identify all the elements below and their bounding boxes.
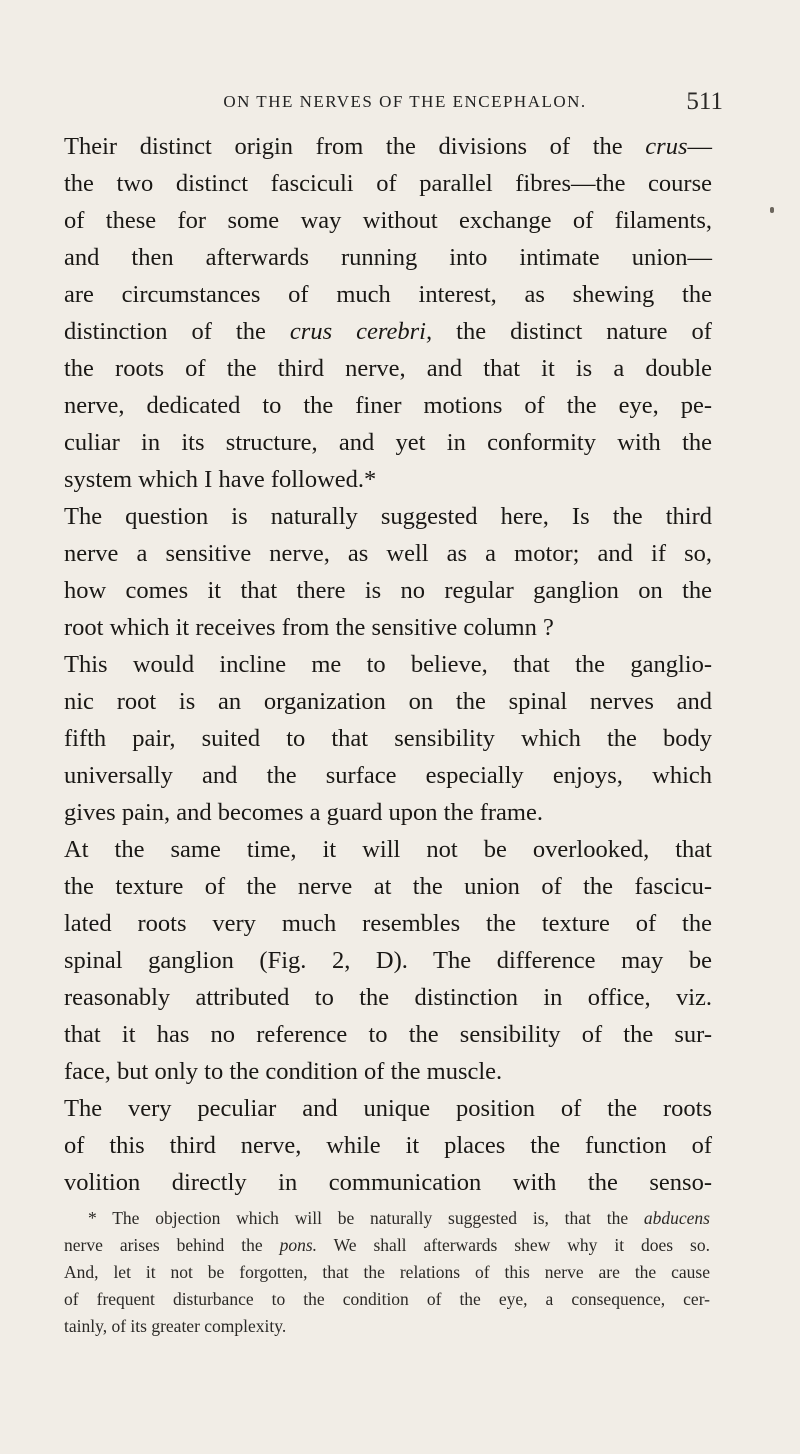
- text-line: Their distinct origin from the divisions of the crus—: [64, 133, 712, 160]
- body-text: [64, 128, 712, 1201]
- text-line: of these for some way without exchange of filaments,: [64, 207, 712, 234]
- text-line: The question is naturally suggested here, Is the third: [64, 503, 712, 530]
- text-line: lated roots very much resembles the texture of the: [64, 910, 712, 937]
- footnote-line: of frequent disturbance to the condition of the eye, a consequence, cer-: [64, 1289, 710, 1309]
- text-line: are circumstances of much interest, as shewing the: [64, 281, 712, 308]
- text-line: nerve, dedicated to the finer motions of the eye, pe-: [64, 392, 712, 419]
- text-line: distinction of the crus cerebri, the distinct nature of: [64, 318, 712, 345]
- text-line: the roots of the third nerve, and that it is a double: [64, 355, 712, 382]
- footnote-line: nerve arises behind the pons. We shall afterwards shew why it does so.: [64, 1235, 710, 1255]
- footnote-line: * The objection which will be naturally suggested is, that the abducens: [88, 1208, 710, 1228]
- text-line: system which I have followed.*: [64, 466, 377, 493]
- text-line: At the same time, it will not be overlooked, that: [64, 836, 712, 863]
- text-line: that it has no reference to the sensibility of the sur-: [64, 1021, 712, 1048]
- text-line: reasonably attributed to the distinction in office, viz.: [64, 984, 712, 1011]
- text-line: spinal ganglion (Fig. 2, D). The difference may be: [64, 947, 712, 974]
- text-line: the texture of the nerve at the union of the fascicu-: [64, 873, 712, 900]
- page-number: 511: [686, 88, 723, 115]
- text-line: and then afterwards running into intimate union—: [64, 244, 712, 271]
- footnote-line: tainly, of its greater complexity.: [64, 1316, 287, 1336]
- text-line: fifth pair, suited to that sensibility which the body: [64, 725, 712, 752]
- footnote-line: And, let it not be forgotten, that the relations of this nerve are the cause: [64, 1262, 710, 1282]
- text-line: face, but only to the condition of the muscle.: [64, 1058, 503, 1085]
- text-line: culiar in its structure, and yet in conformity with the: [64, 429, 712, 456]
- running-title: ON THE NERVES OF THE ENCEPHALON.: [223, 92, 587, 111]
- text-line: nerve a sensitive nerve, as well as a motor; and if so,: [64, 540, 712, 567]
- footnote: [64, 1205, 710, 1340]
- text-line: the two distinct fasciculi of parallel fibres—the course: [64, 170, 712, 197]
- text-line: universally and the surface especially enjoys, which: [64, 762, 712, 789]
- text-line: nic root is an organization on the spinal nerves and: [64, 688, 712, 715]
- text-line: gives pain, and becomes a guard upon the frame.: [64, 799, 543, 826]
- text-line: The very peculiar and unique position of the roots: [64, 1095, 712, 1122]
- text-line: This would incline me to believe, that the ganglio-: [64, 651, 712, 678]
- text-line: of this third nerve, while it places the function of: [64, 1132, 712, 1159]
- text-line: volition directly in communication with the senso-: [64, 1169, 712, 1196]
- running-head: [87, 88, 723, 118]
- paper-speck-mark: [770, 207, 774, 213]
- text-line: root which it receives from the sensitive column ?: [64, 614, 554, 641]
- text-line: how comes it that there is no regular ganglion on the: [64, 577, 712, 604]
